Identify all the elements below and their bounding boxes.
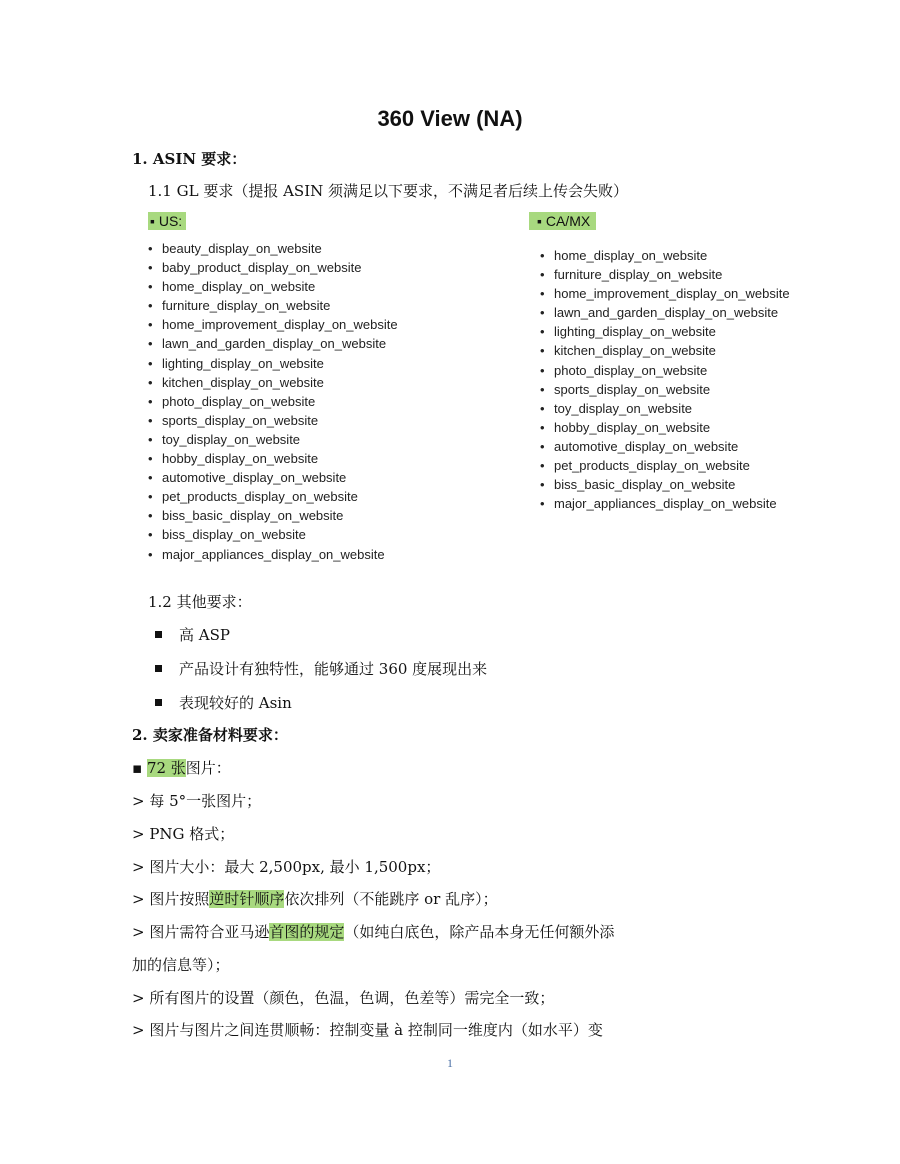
us-gl-list (148, 239, 398, 564)
list-item: • biss_display_on_website (148, 525, 398, 544)
list-item: • toy_display_on_website (540, 399, 790, 418)
list-item: • beauty_display_on_website (148, 239, 398, 258)
list-item: • furniture_display_on_website (148, 296, 398, 315)
size-line: > 图片大小：最大 2,500px, 最小 1,500px； (132, 858, 441, 876)
list-item: • hobby_display_on_website (148, 449, 398, 468)
main-image-rule-line: > 图片需符合亚马逊首图的规定（如纯白底色，除产品本身无任何额外添 (132, 923, 615, 941)
list-item: • hobby_display_on_website (540, 418, 790, 437)
image-count-line: ▪ 72 张图片： (132, 759, 231, 777)
list-item: • major_appliances_display_on_website (540, 494, 790, 513)
list-item: • sports_display_on_website (540, 380, 790, 399)
format-line: > PNG 格式； (132, 825, 235, 843)
main-image-rule-line-cont: 加的信息等）； (132, 956, 230, 974)
continuity-line: > 图片与图片之间连贯顺畅：控制变量 à 控制同一维度内（如水平）变 (132, 1021, 603, 1039)
list-item: • home_improvement_display_on_website (540, 284, 790, 303)
list-item: • photo_display_on_website (148, 392, 398, 411)
us-region-label: ▪ US: (148, 212, 186, 230)
list-item: • home_display_on_website (148, 277, 398, 296)
list-item: • toy_display_on_website (148, 430, 398, 449)
list-item: • automotive_display_on_website (148, 468, 398, 487)
subsection-1-2-heading: 1.2 其他要求： (148, 593, 252, 611)
list-item: • lighting_display_on_website (540, 322, 790, 341)
list-item: • biss_basic_display_on_website (540, 475, 790, 494)
consistency-line: > 所有图片的设置（颜色，色温，色调，色差等）需完全一致； (132, 989, 555, 1007)
list-item: • kitchen_display_on_website (148, 373, 398, 392)
list-item: • pet_products_display_on_website (148, 487, 398, 506)
square-bullet-icon (155, 699, 162, 706)
list-item: • furniture_display_on_website (540, 265, 790, 284)
list-item: • automotive_display_on_website (540, 437, 790, 456)
list-item: • home_display_on_website (540, 246, 790, 265)
square-bullet-icon (155, 631, 162, 638)
list-item: • lawn_and_garden_display_on_website (540, 303, 790, 322)
list-item: • baby_product_display_on_website (148, 258, 398, 277)
list-item: • lawn_and_garden_display_on_website (148, 334, 398, 353)
list-item: • kitchen_display_on_website (540, 341, 790, 360)
angle-line: > 每 5°一张图片； (132, 792, 262, 810)
order-line: > 图片按照逆时针顺序依次排列（不能跳序 or 乱序）； (132, 890, 498, 908)
list-item: • pet_products_display_on_website (540, 456, 790, 475)
list-item: • sports_display_on_website (148, 411, 398, 430)
page-title: 360 View (NA) (377, 106, 523, 131)
list-item: • major_appliances_display_on_website (148, 545, 398, 564)
list-item: 高 ASP (155, 624, 230, 645)
camx-region-label: ▪ CA/MX (529, 212, 596, 230)
list-item: • lighting_display_on_website (148, 354, 398, 373)
list-item: • biss_basic_display_on_website (148, 506, 398, 525)
list-item: • home_improvement_display_on_website (148, 315, 398, 334)
list-item: • photo_display_on_website (540, 361, 790, 380)
section-2-heading: 2. 卖家准备材料要求： (132, 726, 288, 744)
list-item: 产品设计有独特性，能够通过 360 度展现出来 (155, 658, 487, 679)
square-bullet-icon (155, 665, 162, 672)
list-item: 表现较好的 Asin (155, 692, 292, 713)
page-number: 1 (447, 1056, 453, 1070)
subsection-1-1-heading: 1.1 GL 要求（提报 ASIN 须满足以下要求，不满足者后续上传会失败） (148, 182, 629, 200)
camx-gl-list (540, 246, 790, 513)
section-1-heading: 1. ASIN 要求： (132, 150, 247, 168)
